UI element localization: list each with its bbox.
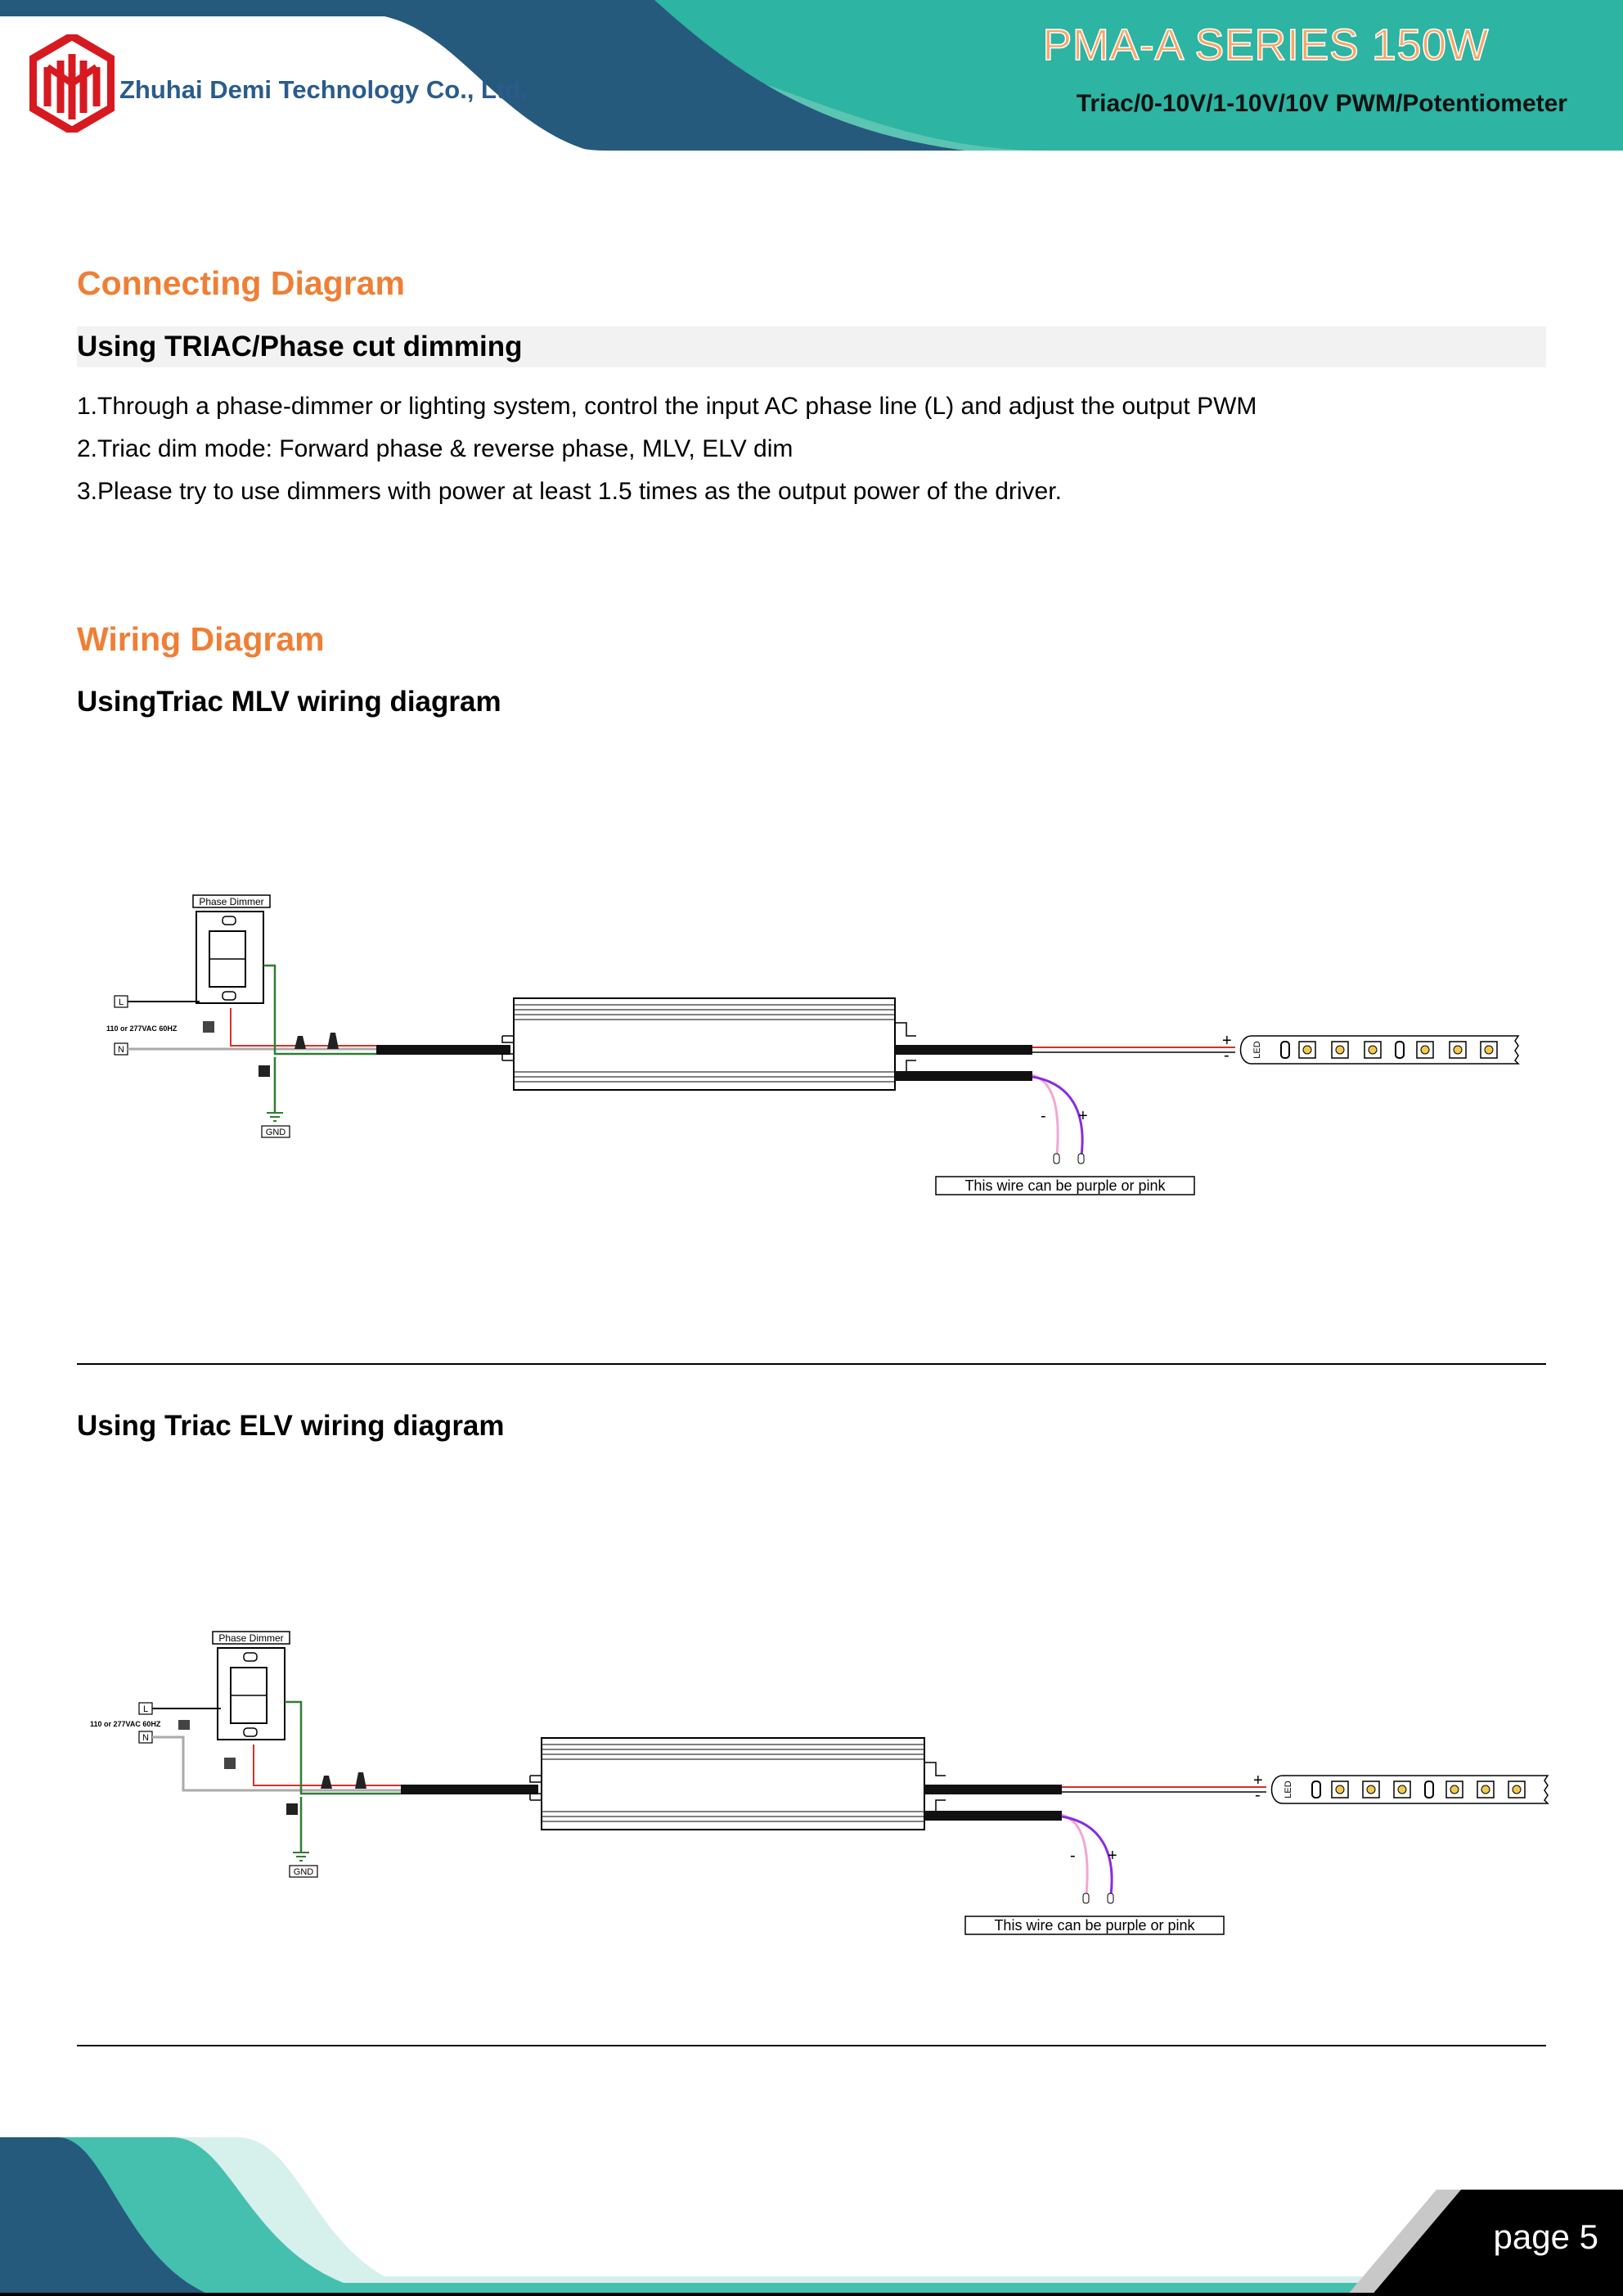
company-logo	[29, 34, 115, 133]
voltage-label: 110 or 277VAC 60HZ	[106, 1024, 178, 1033]
series-title: PMA-A SERIES 150W	[1042, 20, 1489, 70]
dimmer-label: Phase Dimmer	[218, 1632, 284, 1644]
point-1: 1.Through a phase-dimmer or lighting system, control the input AC phase line (L) and adjust the output PWM	[77, 393, 1257, 420]
footer-banner	[0, 2137, 1623, 2296]
dimmer-label: Phase Dimmer	[199, 896, 264, 907]
svg-text:L: L	[118, 997, 124, 1007]
terminal-icon	[224, 1758, 236, 1769]
driver-body-icon	[542, 1738, 924, 1830]
wire-note: This wire can be purple or pink	[964, 1177, 1166, 1194]
svg-text:+: +	[1222, 1032, 1232, 1050]
svg-text:+: +	[1108, 1847, 1117, 1865]
svg-text:GND: GND	[293, 1867, 314, 1877]
svg-text:-: -	[1255, 1786, 1261, 1804]
svg-text:-: -	[1070, 1847, 1076, 1865]
voltage-label: 110 or 277VAC 60HZ	[90, 1720, 161, 1728]
point-2: 2.Triac dim mode: Forward phase & reverse phase, MLV, ELV dim	[77, 435, 794, 462]
svg-text:+: +	[1253, 1772, 1263, 1790]
point-3: 3.Please try to use dimmers with power at least 1.5 times as the output power of the driver.	[77, 478, 1062, 505]
company-name: Zhuhai Demi Technology Co., Ltd.	[119, 75, 528, 104]
svg-text:N: N	[118, 1045, 124, 1055]
terminal-icon	[203, 1021, 214, 1033]
svg-text:LED: LED	[1252, 1041, 1262, 1059]
svg-text:-: -	[1224, 1047, 1230, 1065]
svg-text:N: N	[142, 1733, 149, 1743]
svg-text:L: L	[142, 1704, 149, 1714]
series-subtitle: Triac/0-10V/1-10V/10V PWM/Potentiometer	[1076, 90, 1567, 117]
triac-subheading: Using TRIAC/Phase cut dimming	[77, 331, 523, 362]
elv-title: Using Triac ELV wiring diagram	[77, 1410, 505, 1442]
mlv-title: UsingTriac MLV wiring diagram	[77, 686, 501, 718]
page-number: page 5	[1493, 2217, 1598, 2256]
connecting-heading: Connecting Diagram	[77, 264, 405, 302]
driver-body-icon	[514, 998, 895, 1090]
wire-note: This wire can be purple or pink	[994, 1917, 1195, 1934]
divider	[77, 1363, 1546, 1365]
svg-text:GND: GND	[265, 1128, 286, 1137]
elv-wiring-diagram	[0, 1607, 1623, 1951]
wiring-heading: Wiring Diagram	[77, 620, 325, 658]
svg-text:-: -	[1041, 1107, 1046, 1125]
mlv-wiring-diagram	[0, 867, 1623, 1211]
svg-text:LED: LED	[1284, 1781, 1293, 1799]
divider	[77, 2045, 1546, 2046]
svg-text:+: +	[1078, 1107, 1088, 1125]
